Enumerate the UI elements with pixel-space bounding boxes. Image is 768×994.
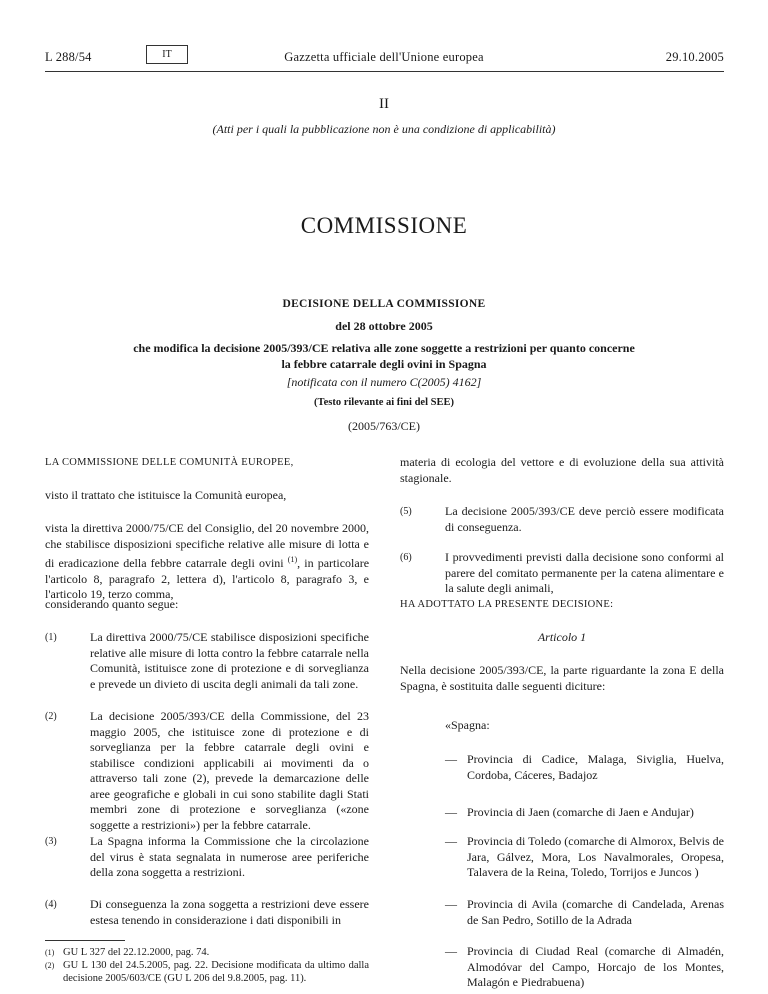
decision-subject-line-1: che modifica la decisione 2005/393/CE relativa alle zone soggette a restrizioni per quanto concerne [133,341,635,355]
article-text: Nella decisione 2005/393/CE, la parte riguardante la zona E della Spagna, è sostituita dalle seguenti diciture: [400,663,724,693]
recital-text: La direttiva 2000/75/CE stabilisce disposizioni specifiche relative alle misure di lotta contro la febbre catarrale nella Comunità, istituisce zone di protezione e di sorveglianza e prevede un divieto di uscita degli animali da tali zone. [90,630,369,691]
recital-6 [400,550,724,598]
dash-marker: — [445,752,457,766]
province-text: Provincia di Toledo (comarche di Almorox, Belvis de Jara, Gálvez, Mora, Los Navalmorales, Oropesa, Talavera de la Reina, Toledo, Torrijos e Juncos ) [467,834,724,879]
footnote-text: GU L 130 del 24.5.2005, pag. 22. Decisione modificata da ultimo dalla decisione 2005/603/CE (GU L 206 del 9.8.2005, pag. 11). [63,960,369,984]
recital-number: (5) [400,506,412,517]
section-number: II [379,96,389,112]
footnote-text: GU L 327 del 22.12.2000, pag. 74. [63,947,210,958]
preamble-directive-text: vista la direttiva 2000/75/CE del Consiglio, del 20 novembre 2000, che stabilisce disposizioni specifiche relative alle misure di lotta e di eradicazione della febbre catarrale degli ovini [45,521,369,570]
recital-3 [45,834,369,880]
institution-heading: COMMISSIONE [300,213,468,238]
footnote-number: (1) [45,948,55,957]
recital-text: La Spagna informa la Commissione che la circolazione del virus è stata segnalata in numerose aree periferiche della zona soggetta a restrizioni. [90,834,369,879]
province-text: Provincia di Avila (comarche di Candelada, Arenas de San Pedro, Sotillo de la Adrada [467,897,724,927]
province-text: Provincia di Cadice, Malaga, Siviglia, Huelva, Cordoba, Cáceres, Badajoz [467,752,724,782]
recital-number: (6) [400,552,412,563]
footnote-rule [45,940,125,941]
recital-text: I provvedimenti previsti dalla decisione sono conformi al parere del comitato permanente per la catena alimentare e la salute degli animali, [445,550,724,595]
recital-number: (4) [45,899,57,910]
spain-label: «Spagna: [445,718,490,732]
decision-title: DECISIONE DELLA COMMISSIONE [282,298,486,310]
recital-4-continued: materia di ecologia del vettore e di evoluzione della sua attività stagionale. [400,455,724,485]
decision-reference: (2005/763/CE) [348,419,420,433]
footnote-2 [45,959,369,985]
dash-marker: — [445,805,457,819]
publication-date: 29.10.2005 [665,50,724,64]
footnote-ref-1: (1) [287,555,298,564]
adopted-heading: HA ADOTTATO LA PRESENTE DECISIONE: [400,599,614,610]
notification-number: [notificata con il numero C(2005) 4162] [286,375,482,389]
journal-title: Gazzetta ufficiale dell'Unione europea [284,50,484,64]
recital-number: (2) [45,711,57,722]
recital-4 [45,897,369,929]
recital-text: La decisione 2005/393/CE della Commissione, del 23 maggio 2005, che istituisce zone di protezione e di sorveglianza per la febbre catarrale degli ovini e stabilisce condizioni applicabili ai movimenti da o attraverso tali zone (2), prevede la demarcazione delle aree geografiche e globali in cui sono stabilite dagli Stati membri zone di protezione e sorveglianza («zone soggette a restrizioni») per la febbre catarrale. [90,709,369,832]
dash-marker: — [445,944,457,958]
recital-1 [45,630,369,690]
article-title: Articolo 1 [537,630,587,644]
province-item [445,834,724,882]
province-item [445,805,724,821]
decision-subject-line-2: la febbre catarrale degli ovini in Spagna [281,357,487,371]
page-number: L 288/54 [45,50,92,64]
province-item [445,752,724,784]
footnote-number: (2) [45,961,55,970]
decision-subject [0,340,768,372]
province-text: Provincia di Ciudad Real (comarche di Almadén, Almodóvar del Campo, Horcajo de los Montes, Malagón e Piedrabuena) [467,944,724,989]
recital-5 [400,504,724,536]
recital-2 [45,709,369,832]
section-note: (Atti per i quali la pubblicazione non è una condizione di applicabilità) [212,122,556,136]
header-rule [45,71,724,72]
preamble-treaty: visto il trattato che istituisce la Comunità europea, [45,488,287,502]
footnote-1 [45,946,369,959]
preamble-commission: LA COMMISSIONE DELLE COMUNITÀ EUROPEE, [45,457,294,468]
recital-text: La decisione 2005/393/CE deve perciò essere modificata di conseguenza. [445,504,724,534]
decision-date: del 28 ottobre 2005 [335,319,433,333]
recital-number: (3) [45,836,57,847]
preamble-considering: considerando quanto segue: [45,597,179,611]
recital-number: (1) [45,632,57,643]
province-item [445,897,724,929]
province-text: Provincia di Jaen (comarche di Jaen e Andujar) [467,805,694,819]
dash-marker: — [445,834,457,848]
eea-relevance: (Testo rilevante ai fini del SEE) [314,397,454,408]
recital-text: Di conseguenza la zona soggetta a restrizioni deve essere estesa tenendo in considerazione i dati disponibili in [90,897,369,927]
preamble-directive-text-cont: , in particolare l'articolo 8, paragrafo 2, lettera d), l'articolo 8, paragrafo 3, e l'articolo 19, terzo comma, [45,556,370,601]
dash-marker: — [445,897,457,911]
footnotes [45,946,369,985]
province-item [445,944,724,992]
preamble-directive [45,521,369,603]
language-badge: IT [146,45,188,64]
